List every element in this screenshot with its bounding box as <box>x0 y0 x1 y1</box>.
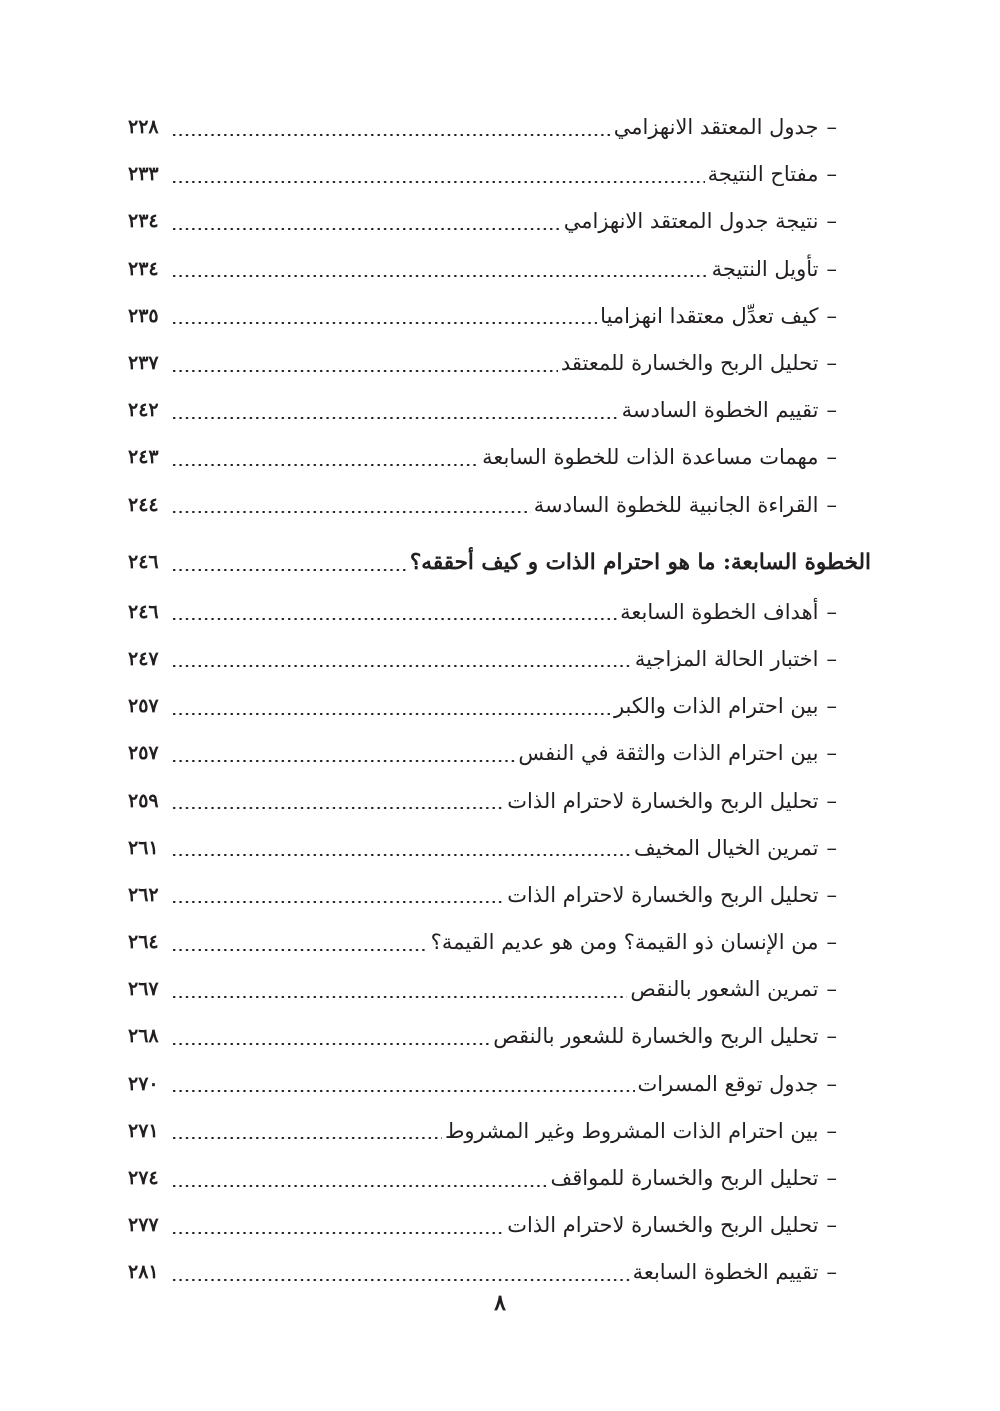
table-of-contents <box>128 104 871 1297</box>
entry-page-number: ٢٥٧ <box>128 742 159 765</box>
entry-title: مهمات مساعدة الذات للخطوة السابعة <box>482 445 819 470</box>
toc-entry <box>128 1108 837 1155</box>
entry-dash: – <box>826 1260 837 1285</box>
entry-title: تحليل الربح والخسارة لاحترام الذات <box>507 788 819 813</box>
dot-leader <box>171 511 531 513</box>
entry-dash: – <box>826 788 837 813</box>
entry-page-number: ٢٣٤ <box>128 257 159 280</box>
entry-dash: – <box>826 646 837 671</box>
entry-page-number: ٢٥٩ <box>128 789 159 812</box>
toc-entry <box>128 919 837 966</box>
entry-page-number: ٢٧٧ <box>128 1214 159 1237</box>
entry-dash: – <box>826 741 837 766</box>
entry-dash: – <box>826 835 837 860</box>
entry-page-number: ٢٨١ <box>128 1261 159 1284</box>
entry-page-number: ٢٧١ <box>128 1119 159 1142</box>
entry-page-number: ٢٦٤ <box>128 931 159 954</box>
toc-entry <box>128 1202 837 1249</box>
toc-entry <box>128 683 837 730</box>
dot-leader <box>171 665 632 667</box>
toc-entry <box>128 1013 837 1060</box>
dot-leader <box>171 134 611 136</box>
toc-entry <box>128 966 837 1013</box>
dot-leader <box>171 181 705 183</box>
toc-entry <box>128 825 837 872</box>
entry-dash: – <box>826 599 837 624</box>
entry-dash: – <box>826 1166 837 1191</box>
entry-title: مفتاح النتيجة <box>707 162 819 187</box>
toc-entry <box>128 482 837 529</box>
entry-page-number: ٢٤٤ <box>128 493 159 516</box>
entry-page-number: ٢٧٠ <box>128 1072 159 1095</box>
dot-leader <box>171 1279 630 1281</box>
section-title: الخطوة السابعة: ما هو احترام الذات و كيف أحققه؟ <box>409 549 871 575</box>
entry-title: القراءة الجانبية للخطوة السادسة <box>533 492 819 517</box>
dot-leader <box>171 901 504 903</box>
entry-title: نتيجة جدول المعتقد الانهزامي <box>563 209 819 234</box>
entry-title: جدول المعتقد الانهزامي <box>613 115 819 140</box>
entry-title: جدول توقع المسرات <box>637 1071 819 1096</box>
entry-dash: – <box>826 351 837 376</box>
dot-leader <box>171 1137 442 1139</box>
entry-dash: – <box>826 162 837 187</box>
entry-title: كيف تعدِّل معتقدا انهزاميا <box>600 303 819 328</box>
dot-leader <box>171 618 617 620</box>
entry-dash: – <box>826 115 837 140</box>
entry-title: بين احترام الذات والكبر <box>613 694 819 719</box>
entry-page-number: ٢٢٨ <box>128 116 159 139</box>
toc-section-heading <box>128 529 871 589</box>
entry-dash: – <box>826 1071 837 1096</box>
entry-page-number: ٢٤٦ <box>128 600 159 623</box>
toc-entry <box>128 198 837 245</box>
entry-dash: – <box>826 1213 837 1238</box>
toc-entry <box>128 730 837 777</box>
toc-entry <box>128 872 837 919</box>
toc-entry <box>128 151 837 198</box>
dot-leader <box>171 807 504 809</box>
entry-title: أهداف الخطوة السابعة <box>620 599 819 624</box>
entry-title: تمرين الخيال المخيف <box>633 835 819 860</box>
dot-leader <box>171 1090 635 1092</box>
entry-title: تحليل الربح والخسارة للشعور بالنقص <box>493 1024 819 1049</box>
dot-leader <box>171 1232 504 1234</box>
dot-leader <box>171 417 619 419</box>
entry-title: تقييم الخطوة السابعة <box>632 1260 819 1285</box>
toc-entry <box>128 636 837 683</box>
entry-dash: – <box>826 445 837 470</box>
toc-entry <box>128 589 837 636</box>
entry-page-number: ٢٣٥ <box>128 304 159 327</box>
entry-page-number: ٢٦١ <box>128 836 159 859</box>
entry-title: من الإنسان ذو القيمة؟ ومن هو عديم القيمة؟ <box>430 930 819 955</box>
dot-leader <box>171 322 597 324</box>
entry-page-number: ٢٣٤ <box>128 210 159 233</box>
toc-entry <box>128 434 837 481</box>
toc-entry <box>128 387 837 434</box>
dot-leader <box>171 464 479 466</box>
toc-entry <box>128 777 837 824</box>
entry-dash: – <box>826 930 837 955</box>
entry-dash: – <box>826 1118 837 1143</box>
entry-page-number: ٢٤٣ <box>128 446 159 469</box>
dot-leader <box>171 275 709 277</box>
dot-leader <box>171 1185 548 1187</box>
entry-dash: – <box>826 1024 837 1049</box>
entry-title: تحليل الربح والخسارة للمعتقد <box>560 351 819 376</box>
entry-page-number: ٢٦٧ <box>128 978 159 1001</box>
toc-entry <box>128 246 837 293</box>
dot-leader <box>171 760 515 762</box>
entry-title: اختبار الحالة المزاجية <box>634 646 819 671</box>
entry-title: تأويل النتيجة <box>711 256 819 281</box>
page-footer-number: ٨ <box>494 1290 506 1316</box>
dot-leader <box>171 569 407 571</box>
section-page-number: ٢٤٦ <box>128 551 159 574</box>
entry-dash: – <box>826 303 837 328</box>
entry-title: تمرين الشعور بالنقص <box>630 977 819 1002</box>
dot-leader <box>171 228 561 230</box>
dot-leader <box>171 1043 490 1045</box>
toc-entry <box>128 1061 837 1108</box>
entry-dash: – <box>826 492 837 517</box>
entry-dash: – <box>826 209 837 234</box>
entry-title: تحليل الربح والخسارة لاحترام الذات <box>507 1213 819 1238</box>
toc-entry <box>128 340 837 387</box>
dot-leader <box>171 713 611 715</box>
entry-page-number: ٢٦٨ <box>128 1025 159 1048</box>
entry-title: تقييم الخطوة السادسة <box>621 398 819 423</box>
entry-page-number: ٢٣٧ <box>128 352 159 375</box>
entry-title: تحليل الربح والخسارة للمواقف <box>550 1166 819 1191</box>
entry-title: تحليل الربح والخسارة لاحترام الذات <box>507 882 819 907</box>
toc-entry <box>128 104 837 151</box>
entry-page-number: ٢٤٢ <box>128 399 159 422</box>
entry-dash: – <box>826 256 837 281</box>
entry-page-number: ٢٥٧ <box>128 695 159 718</box>
entry-page-number: ٢٧٤ <box>128 1167 159 1190</box>
entry-title: بين احترام الذات المشروط وغير المشروط <box>444 1118 819 1143</box>
entry-page-number: ٢٤٧ <box>128 647 159 670</box>
entry-title: بين احترام الذات والثقة في النفس <box>518 741 819 766</box>
dot-leader <box>171 370 558 372</box>
toc-entry <box>128 1155 837 1202</box>
entry-dash: – <box>826 977 837 1002</box>
entry-dash: – <box>826 398 837 423</box>
dot-leader <box>171 996 627 998</box>
dot-leader <box>171 949 428 951</box>
entry-page-number: ٢٦٢ <box>128 883 159 906</box>
entry-dash: – <box>826 882 837 907</box>
entry-page-number: ٢٣٣ <box>128 163 159 186</box>
toc-entry <box>128 293 837 340</box>
entry-dash: – <box>826 694 837 719</box>
dot-leader <box>171 854 631 856</box>
